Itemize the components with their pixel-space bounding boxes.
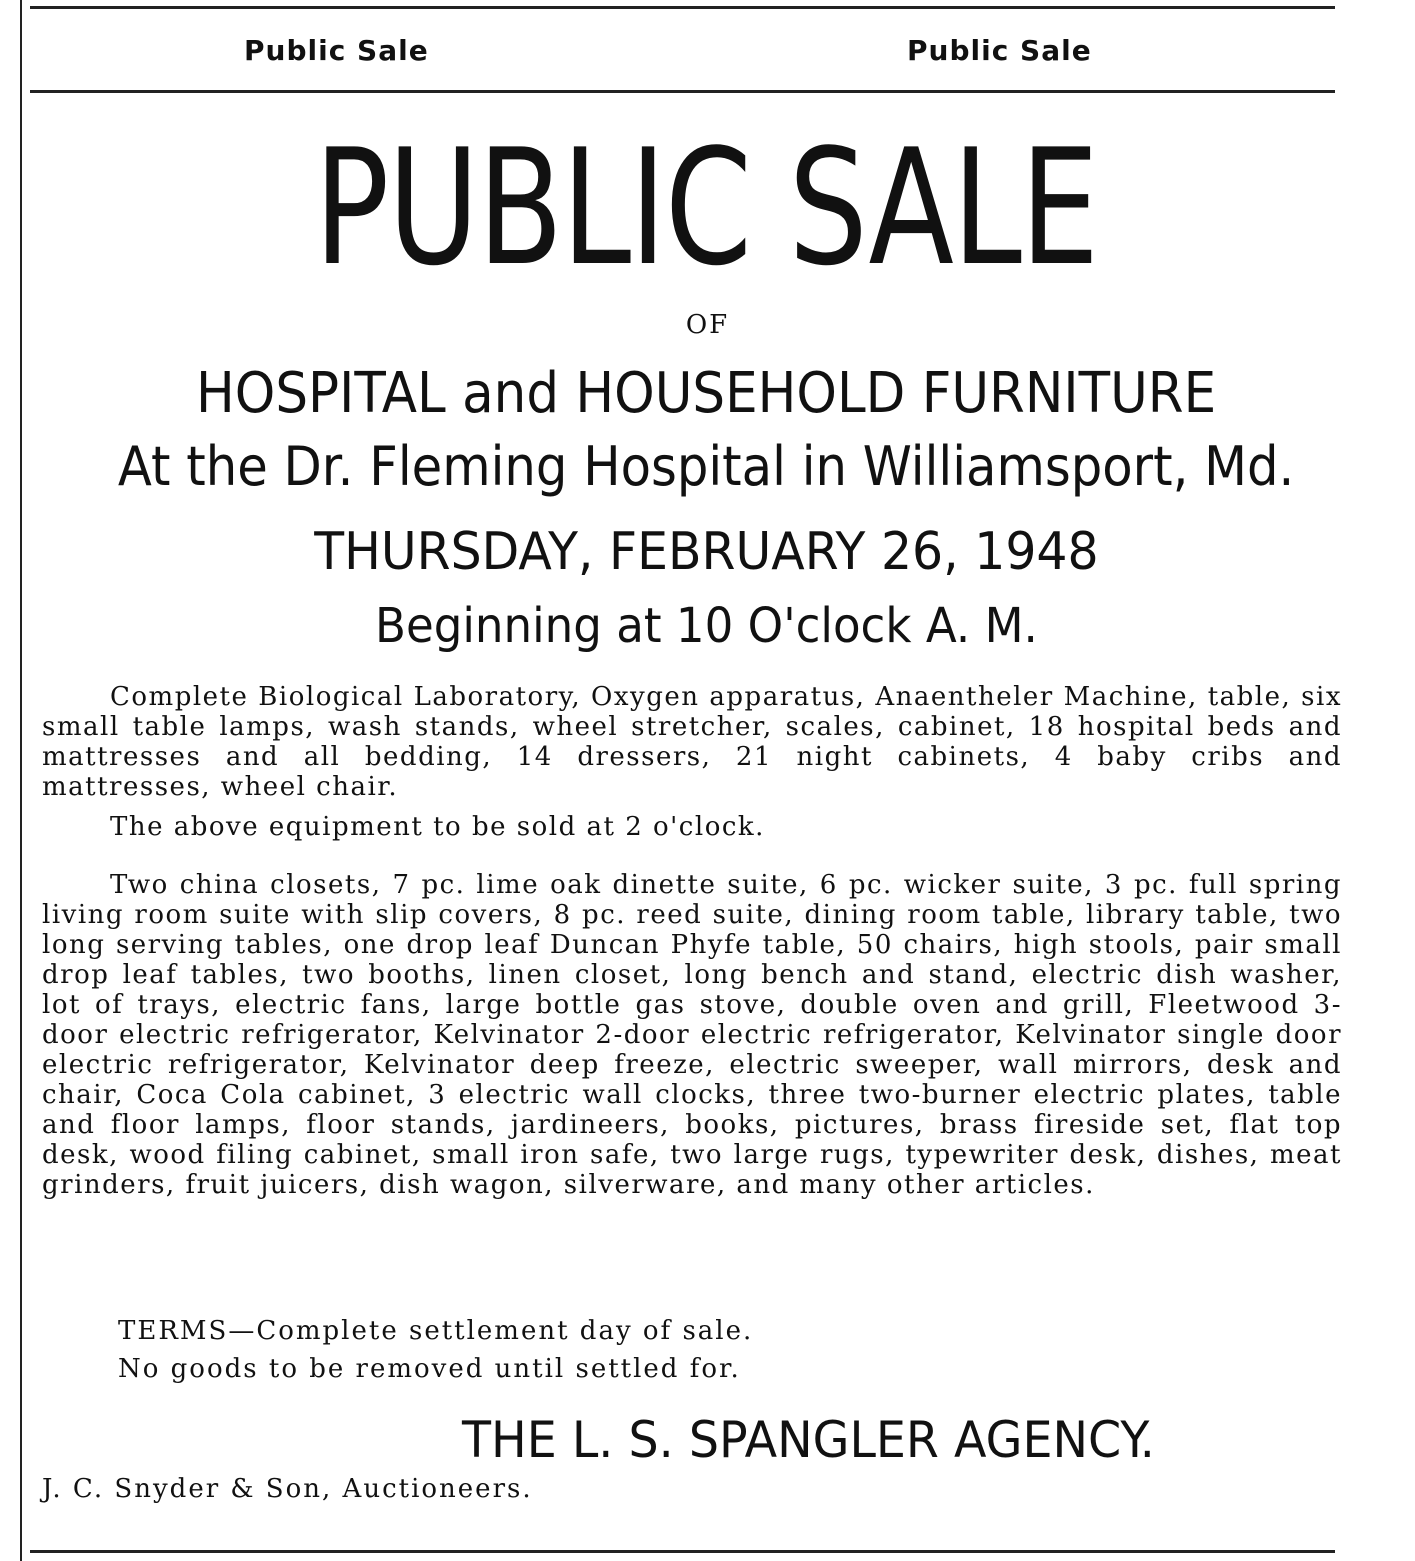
paragraph-household-items-text: Two china closets, 7 pc. lime oak dinette suite, 6 pc. wicker suite, 3 pc. full spring living room suite with slip covers, 8 pc. reed suite, dining room table, library table, two long serving tables, one drop leaf Duncan Phyfe table, 50 chairs, high stools, pair small drop leaf tables, two booths, linen closet, long bench and stand, electric dish washer, lot of trays, electric fans, large bottle gas stove, double oven and grill, Fleetwood 3-door electric refrigerator, Kelvinator 2-door electric refrigerator, Kelvinator single door electric refrigerator, Kelvinator deep freeze, electric sweeper, wall mirrors, desk and chair, Coca Cola cabinet, 3 electric wall clocks, three two-burner electric plates, table and floor lamps, floor stands, jardineers, books, pictures, brass fireside set, flat top desk, wood filing cabinet, small iron safe, two large rugs, typewriter desk, dishes, meat grinders, fruit juicers, dish wagon, silverware, and many other articles. — [42, 870, 1342, 1200]
ad-subtitle: HOSPITAL and HOUSEHOLD FURNITURE — [196, 361, 1217, 426]
ad-of: OF — [685, 310, 730, 340]
ad-date: THURSDAY, FEBRUARY 26, 1948 — [314, 522, 1099, 582]
paragraph-sale-time-note-text: The above equipment to be sold at 2 o'clock. — [110, 812, 765, 842]
top-rule — [30, 6, 1335, 9]
header-label-left: Public Sale — [244, 34, 429, 67]
header-rule — [30, 90, 1335, 93]
bottom-rule — [30, 1550, 1335, 1553]
paragraph-sale-time-note — [42, 812, 1342, 842]
column-rule-left — [20, 0, 22, 1561]
auctioneers-line: J. C. Snyder & Son, Auctioneers. — [42, 1474, 533, 1504]
ad-location: At the Dr. Fleming Hospital in Williamsport, Md. — [117, 435, 1295, 498]
paragraph-household-items — [42, 870, 1342, 1200]
paragraph-hospital-items-text: Complete Biological Laboratory, Oxygen apparatus, Anaentheler Machine, table, six small table lamps, wash stands, wheel stretcher, scales, cabinet, 18 hospital beds and mattresses and all bedding, 14 dressers, 21 night cabinets, 4 baby cribs and mattresses, wheel chair. — [42, 682, 1342, 802]
ad-time: Beginning at 10 O'clock A. M. — [375, 598, 1038, 654]
ad-title: PUBLIC SALE — [314, 114, 1098, 301]
header-label-right: Public Sale — [907, 34, 1092, 67]
terms-line-1: TERMS—Complete settlement day of sale. — [118, 1316, 754, 1346]
agency-name: THE L. S. SPANGLER AGENCY. — [462, 1411, 1155, 1469]
terms-line-2: No goods to be removed until settled for. — [118, 1354, 741, 1384]
paragraph-hospital-items — [42, 682, 1342, 802]
